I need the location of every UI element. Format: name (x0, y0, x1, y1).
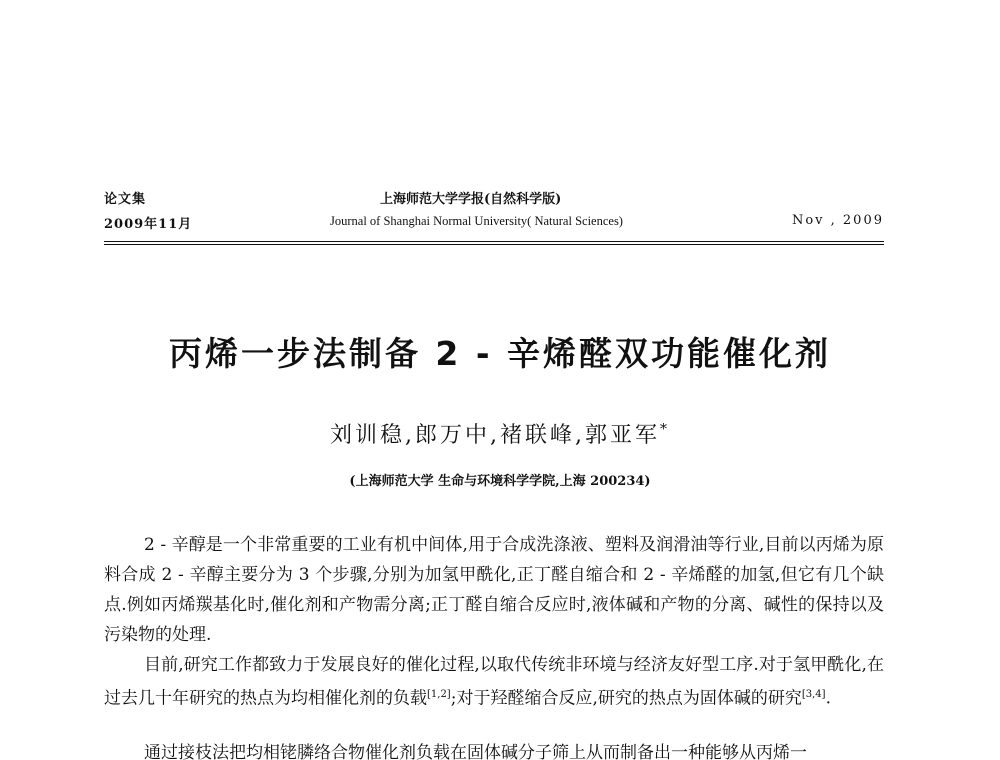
header-issue-date: Nov , 2009 (791, 213, 884, 228)
header-date: 2009年11月 (104, 217, 193, 232)
header-rule-bottom (104, 244, 884, 245)
body-paragraph-1 (104, 530, 884, 650)
paragraph-text-segment: ;对于羟醛缩合反应,研究的热点为固体碱的研究 (450, 688, 802, 709)
paragraph-text: 2 - 辛醇是一个非常重要的工业有机中间体,用于合成洗涤液、塑料及润滑油等行业,目前以丙烯为原料合成 2 - 辛醇主要分为 3 个步骤,分别为加氢甲酰化,正丁醛自缩合和 2 - 辛烯醛的加氢,但它有几个缺点.例如丙烯羰基化时,催化剂和产物需分离;正丁醛自缩合反应时,液体碱和产物的分离、碱性的保持以及污染物的处理. (104, 535, 884, 645)
body-paragraph-2 (104, 650, 884, 714)
header-rule-top (104, 241, 884, 242)
article-title: 丙烯一步法制备 2 - 辛烯醛双功能催化剂 (168, 334, 832, 373)
citation-ref[interactable]: [1,2] (427, 689, 451, 700)
paragraph-text-segment: 目前,研究工作都致力于发展良好的催化过程,以取代传统非环境与经济友好型工序.对于氢甲酰化,在过去几十年研究的热点为均相催化剂的负载 (104, 655, 884, 709)
body-paragraph-3 (104, 738, 884, 760)
header-collection-label: 论文集 (104, 192, 147, 207)
header-journal-title-en: Journal of Shanghai Normal University( Natural Sciences) (330, 214, 623, 228)
corresponding-author-mark: * (659, 421, 670, 438)
header-journal-title-cn: 上海师范大学学报(自然科学版) (380, 192, 562, 207)
author-names: 刘训稳,郎万中,褚联峰,郭亚军 (330, 423, 660, 448)
paragraph-text (104, 650, 884, 714)
citation-ref[interactable]: [3,4] (801, 689, 826, 700)
author-list (0, 418, 1000, 449)
paragraph-text-segment: . (825, 688, 831, 709)
author-affiliation: (上海师范大学 生命与环境科学学院,上海 200234) (349, 474, 651, 489)
paragraph-text: 通过接枝法把均相铑膦络合物催化剂负载在固体碱分子筛上从而制备出一种能够从丙烯一 (144, 743, 807, 760)
